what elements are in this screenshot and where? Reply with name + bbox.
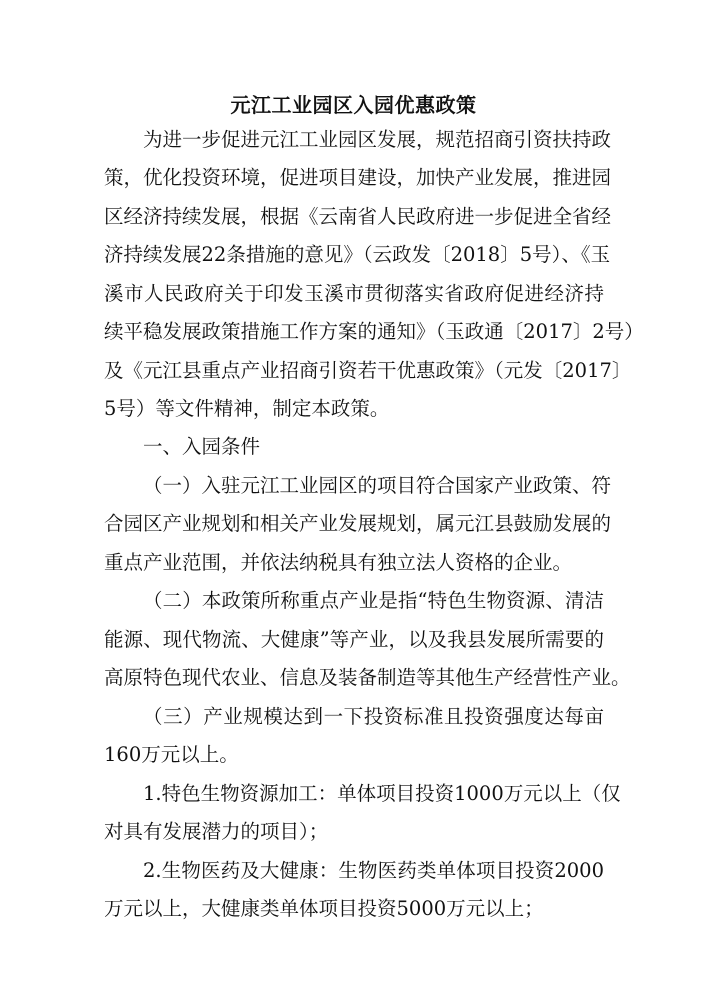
paragraph-line: 能源、现代物流、大健康”等产业，以及我县发展所需要的 [104,628,604,651]
document-title: 元江工业园区入园优惠政策 [230,93,477,117]
paragraph-line: 重点产业范围，并依法纳税具有独立法人资格的企业。 [104,551,573,574]
paragraph-line: 续平稳发展政策措施工作方案的通知》（玉政通〔2017〕2号） [104,320,644,343]
paragraph-line: 5号）等文件精神，制定本政策。 [104,397,390,420]
paragraph-line: 2.生物医药及大健康：生物医药类单体项目投资2000 [143,859,604,882]
paragraph-line: 策，优化投资环境，促进项目建设，加快产业发展，推进园 [104,166,612,189]
paragraph-line: 及《元江县重点产业招商引资若干优惠政策》（元发〔2017〕 [104,359,632,382]
paragraph-line: 万元以上，大健康类单体项目投资5000万元以上； [104,897,544,920]
paragraph-line: 为进一步促进元江工业园区发展，规范招商引资扶持政 [143,128,612,151]
paragraph-line: （三）产业规模达到一下投资标准且投资强度达每亩 [143,705,604,728]
paragraph-line: （一）入驻元江工业园区的项目符合国家产业政策、符 [143,474,612,497]
paragraph-line: 济持续发展22条措施的意见》（云政发〔2018〕5号）、《玉 [104,243,611,266]
paragraph-line: 合园区产业规划和相关产业发展规划，属元江县鼓励发展的 [104,512,612,535]
paragraph-line: 对具有发展潜力的项目）； [104,820,329,843]
section-heading: 一、入园条件 [143,435,261,458]
paragraph-line: 160万元以上。 [104,743,239,766]
paragraph-line: 区经济持续发展，根据《云南省人民政府进一步促进全省经 [104,205,612,228]
paragraph-line: 溪市人民政府关于印发玉溪市贯彻落实省政府促进经济持 [104,282,604,305]
paragraph-line: （二）本政策所称重点产业是指“特色生物资源、清洁 [143,589,604,612]
paragraph-line: 高原特色现代农业、信息及装备制造等其他生产经营性产业。 [104,666,631,689]
paragraph-line: 1.特色生物资源加工：单体项目投资1000万元以上（仅 [143,782,621,805]
